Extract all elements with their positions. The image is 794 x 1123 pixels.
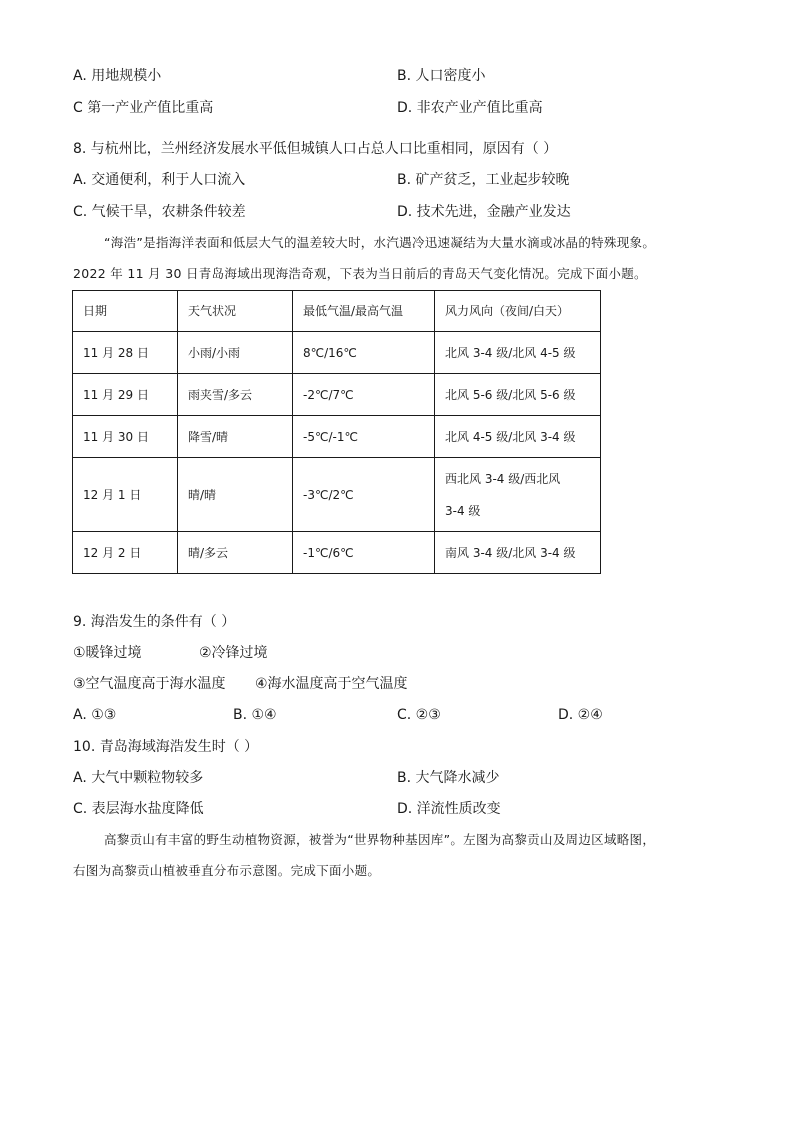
cell-temperature: -5℃/-1℃ bbox=[293, 416, 435, 458]
q8-option-d: D. 技术先进，金融产业发达 bbox=[397, 204, 571, 220]
cell-date: 11 月 30 日 bbox=[73, 416, 178, 458]
q9-option-a: A. ①③ bbox=[73, 707, 117, 723]
header-weather: 天气状况 bbox=[178, 291, 293, 332]
cell-wind: 南风 3-4 级/北风 3-4 级 bbox=[435, 532, 601, 574]
header-date: 日期 bbox=[73, 291, 178, 332]
q8-stem: 8. 与杭州比，兰州经济发展水平低但城镇人口占总人口比重相同，原因有（ ） bbox=[73, 141, 558, 157]
table-row bbox=[73, 458, 601, 532]
q8-option-c: C. 气候干旱，农耕条件较差 bbox=[73, 204, 246, 220]
q9-option-d: D. ②④ bbox=[558, 707, 603, 723]
header-wind: 风力风向（夜间/白天） bbox=[435, 291, 601, 332]
q8-option-a: A. 交通便利，利于人口流入 bbox=[73, 172, 246, 188]
q9-statement-4: ④海水温度高于空气温度 bbox=[255, 676, 408, 692]
q10-option-a: A. 大气中颗粒物较多 bbox=[73, 770, 204, 786]
cell-weather: 晴/晴 bbox=[178, 458, 293, 532]
table-row bbox=[73, 532, 601, 574]
q9-statement-1: ①暖锋过境 bbox=[73, 645, 142, 661]
q8-option-b: B. 矿产贫乏，工业起步较晚 bbox=[397, 172, 570, 188]
q7-option-d: D. 非农产业产值比重高 bbox=[397, 100, 543, 116]
q9-statement-2: ②冷锋过境 bbox=[199, 645, 268, 661]
table-header-row bbox=[73, 291, 601, 332]
intro2-paragraph-line-1: 高黎贡山有丰富的野生动植物资源，被誉为“世界物种基因库”。左图为高黎贡山及周边区域略图， bbox=[104, 832, 656, 847]
cell-weather: 晴/多云 bbox=[178, 532, 293, 574]
table-row bbox=[73, 332, 601, 374]
cell-temperature: 8℃/16℃ bbox=[293, 332, 435, 374]
cell-date: 12 月 2 日 bbox=[73, 532, 178, 574]
q9-statement-3: ③空气温度高于海水温度 bbox=[73, 676, 226, 692]
cell-weather: 雨夹雪/多云 bbox=[178, 374, 293, 416]
q10-option-c: C. 表层海水盐度降低 bbox=[73, 801, 204, 817]
intro-paragraph-line-1: “海浩”是指海洋表面和低层大气的温差较大时，水汽遇冷迅速凝结为大量水滴或冰晶的特殊现象。 bbox=[104, 235, 656, 250]
table-row bbox=[73, 416, 601, 458]
cell-wind bbox=[435, 458, 601, 532]
cell-date: 11 月 29 日 bbox=[73, 374, 178, 416]
header-temperature: 最低气温/最高气温 bbox=[293, 291, 435, 332]
table-row bbox=[73, 374, 601, 416]
q9-option-b: B. ①④ bbox=[233, 707, 277, 723]
cell-weather: 降雪/晴 bbox=[178, 416, 293, 458]
cell-temperature: -2℃/7℃ bbox=[293, 374, 435, 416]
intro-paragraph-line-2: 2022 年 11 月 30 日青岛海域出现海浩奇观，下表为当日前后的青岛天气变化情况。完成下面小题。 bbox=[73, 266, 647, 281]
cell-wind: 北风 5-6 级/北风 5-6 级 bbox=[435, 374, 601, 416]
q7-option-c: C 第一产业产值比重高 bbox=[73, 100, 214, 116]
cell-wind: 北风 4-5 级/北风 3-4 级 bbox=[435, 416, 601, 458]
q10-option-d: D. 洋流性质改变 bbox=[397, 801, 501, 817]
q9-stem: 9. 海浩发生的条件有（ ） bbox=[73, 614, 236, 630]
cell-date: 11 月 28 日 bbox=[73, 332, 178, 374]
cell-weather: 小雨/小雨 bbox=[178, 332, 293, 374]
cell-wind: 北风 3-4 级/北风 4-5 级 bbox=[435, 332, 601, 374]
cell-wind-line-1: 西北风 3-4 级/西北风 bbox=[445, 471, 561, 486]
q7-option-b: B. 人口密度小 bbox=[397, 68, 486, 84]
q9-option-c: C. ②③ bbox=[397, 707, 441, 723]
cell-temperature: -1℃/6℃ bbox=[293, 532, 435, 574]
cell-wind-line-2: 3-4 级 bbox=[445, 503, 481, 518]
cell-temperature: -3℃/2℃ bbox=[293, 458, 435, 532]
cell-date: 12 月 1 日 bbox=[73, 458, 178, 532]
q10-option-b: B. 大气降水减少 bbox=[397, 770, 500, 786]
weather-table bbox=[72, 290, 601, 574]
intro2-paragraph-line-2: 右图为高黎贡山植被垂直分布示意图。完成下面小题。 bbox=[73, 863, 381, 878]
q10-stem: 10. 青岛海域海浩发生时（ ） bbox=[73, 739, 259, 755]
q7-option-a: A. 用地规模小 bbox=[73, 68, 162, 84]
